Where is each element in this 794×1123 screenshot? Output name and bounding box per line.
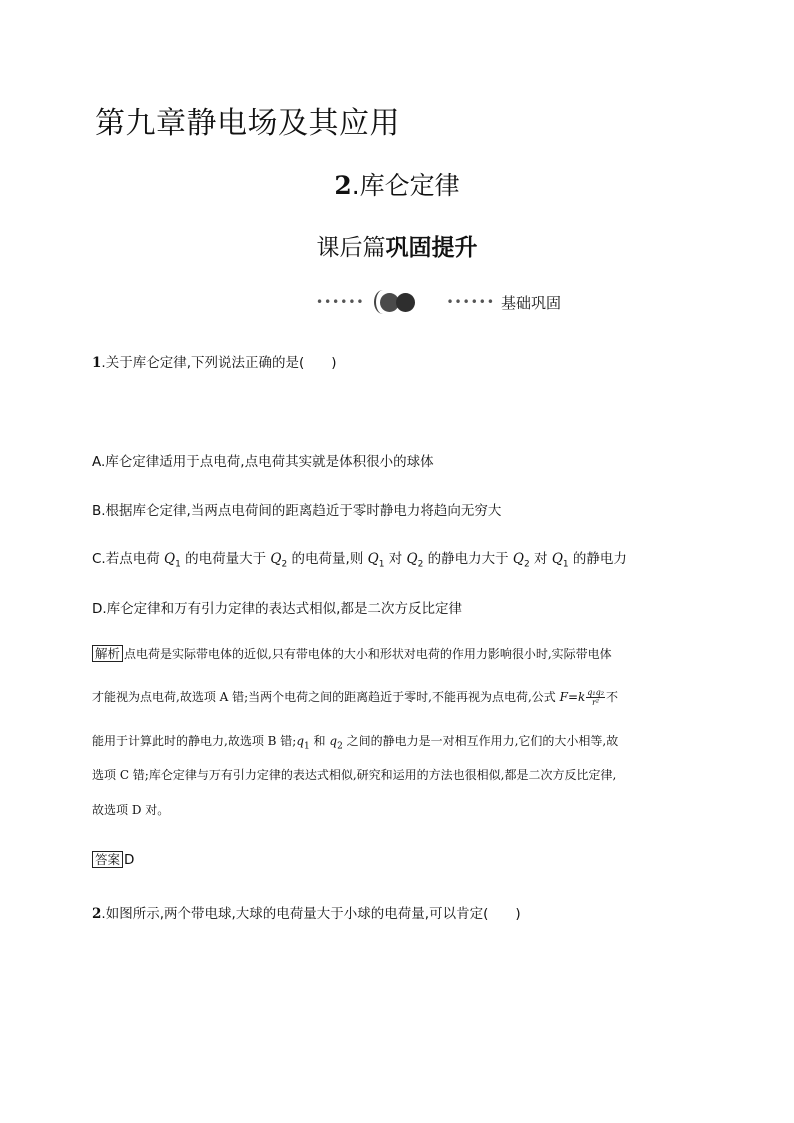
banner-dots-left: •••••• xyxy=(316,295,365,309)
section-title xyxy=(0,229,794,262)
analysis-line-3: 能用于计算此时的静电力,故选项 B 错$;q_1$ 和 $q_2$ 之间的静电力是一对相互作用力,它们的大小相等,故 xyxy=(92,734,619,752)
option-d: D.库仑定律和万有引力定律的表达式相似,都是二次方反比定律 xyxy=(92,601,462,617)
question-1-stem xyxy=(92,351,337,371)
analysis-tag: 解析 xyxy=(92,645,123,662)
analysis-line-1: 解析 点电荷是实际带电体的近似,只有带电体的大小和形状对电荷的作用力影响很小时,实际带电体 xyxy=(92,645,612,662)
coulomb-formula-fraction: $\frac{\text{q₁q₂}}{\text{r²}}$ xyxy=(587,688,604,707)
analysis-line-4: 选项 C 错;库仑定律与万有引力定律的表达式相似,研究和运用的方法也很相似,都是二次方反比定律, xyxy=(92,768,617,782)
section-title-bold: 巩固提升 xyxy=(385,235,478,261)
option-c: C.若点电荷 $Q_1$ 的电荷量大于 $Q_2$ 的电荷量,则 $Q_1$ 对 $Q_2$ 的静电力大于 $Q_2$ 对 $Q_1$ 的静电力 xyxy=(92,551,627,570)
question-2-text: .如图所示,两个带电球,大球的电荷量大于小球的电荷量,可以肯定( ) xyxy=(101,906,521,922)
balls-icon xyxy=(370,290,416,314)
option-b: B.根据库仑定律,当两点电荷间的距离趋近于零时静电力将趋向无穷大 xyxy=(92,503,502,519)
chapter-title: 第九章静电场及其应用 xyxy=(95,106,400,141)
answer-tag: 答案 xyxy=(92,851,123,868)
analysis-line-2: 才能视为点电荷,故选项 A 错;当两个电荷之间的距离趋近于零时,不能再视为点电荷,公式 F=k $\frac{\text{q₁q₂}}{\text{r²}}$ 不 xyxy=(92,688,618,707)
section-banner xyxy=(316,290,561,314)
analysis-line-5: 故选项 D 对。 xyxy=(92,803,170,817)
question-2-number: 2 xyxy=(92,906,102,922)
question-1-text: .关于库仑定律,下列说法正确的是( ) xyxy=(101,355,337,371)
question-1-number: 1 xyxy=(92,355,102,371)
answer-value: D xyxy=(124,852,135,868)
option-a: A.库仑定律适用于点电荷,点电荷其实就是体积很小的球体 xyxy=(92,454,434,470)
section-title-normal: 课后篇 xyxy=(316,235,386,261)
lesson-title xyxy=(0,166,794,202)
banner-dots-right: •••••• xyxy=(446,295,495,309)
banner-label: 基础巩固 xyxy=(500,293,561,312)
lesson-number: 2 xyxy=(334,171,352,200)
question-2-stem xyxy=(92,902,521,922)
lesson-name: .库仑定律 xyxy=(351,171,460,200)
answer-line xyxy=(92,851,134,868)
